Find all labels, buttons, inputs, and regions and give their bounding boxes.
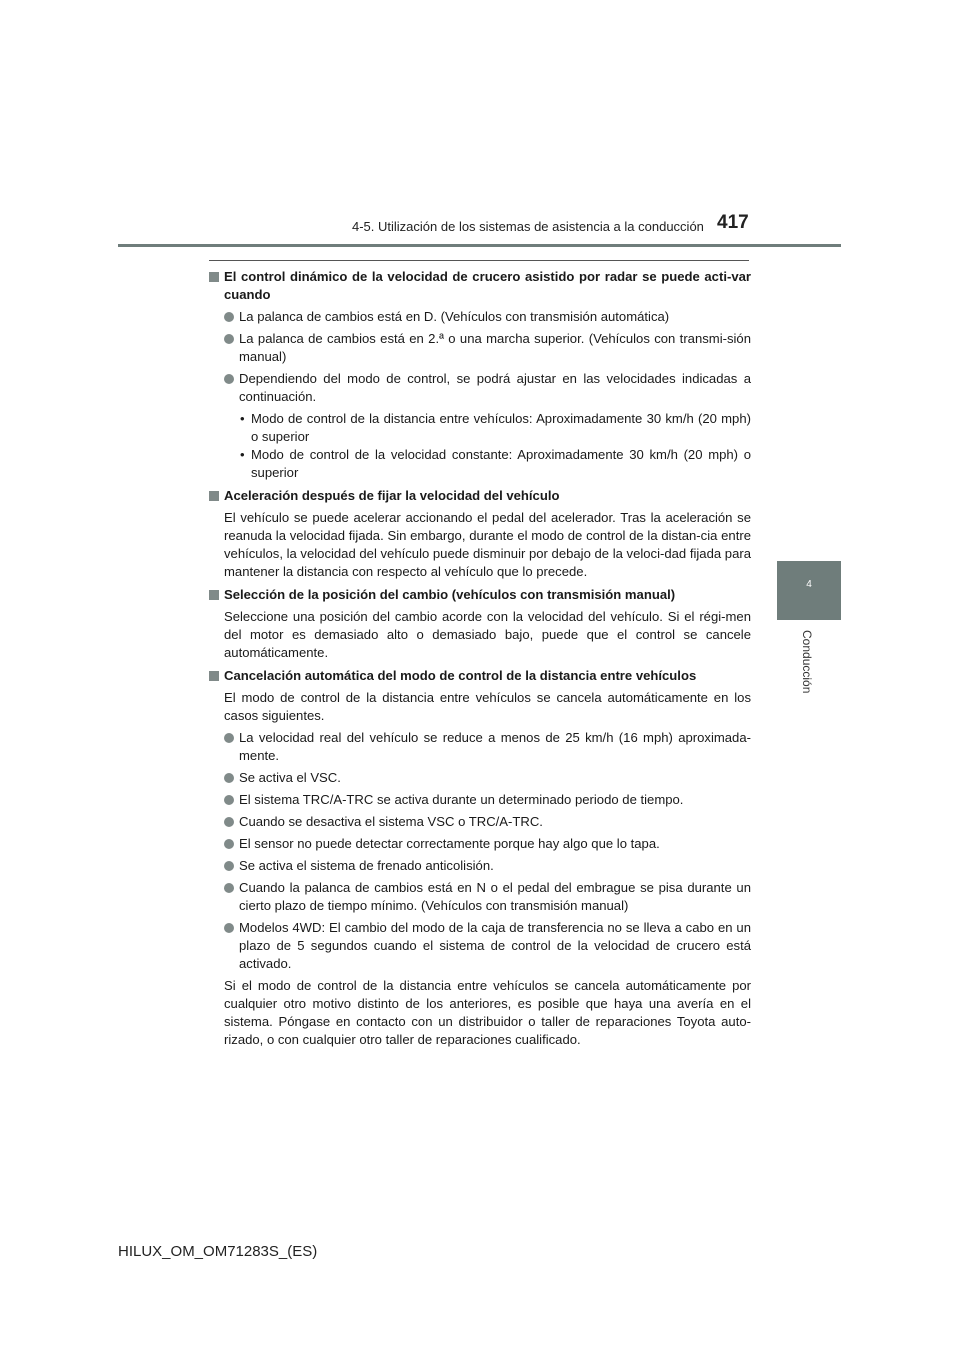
chapter-tab [777,561,841,620]
square-bullet-icon [209,671,219,681]
round-bullet-icon [224,374,234,384]
section-heading: Aceleración después de fijar la velocidad del vehículo [209,487,751,505]
sub-list [209,410,751,482]
section-heading: Selección de la posición del cambio (vehículos con transmisión manual) [209,586,751,604]
round-bullet-icon [224,883,234,893]
sub-item: • Modo de control de la distancia entre vehículos: Aproximadamente 30 km/h (20 mph) o superior [240,411,751,444]
content-top-rule [209,260,749,261]
bullet-item: Se activa el sistema de frenado anticolisión. [209,857,751,875]
section-paragraph: Seleccione una posición del cambio acorde con la velocidad del vehículo. Si el régi-men del motor es demasiado alto o demasiado bajo, puede que el control se cancele automáticamente. [224,609,751,660]
sub-item: • Modo de control de la velocidad constante: Aproximadamente 30 km/h (20 mph) o superior [240,447,751,480]
square-bullet-icon [209,491,219,501]
square-bullet-icon [209,272,219,282]
bullet-item: La palanca de cambios está en 2.ª o una marcha superior. (Vehículos con transmi-sión manual) [209,330,751,366]
bullet-item: La velocidad real del vehículo se reduce a menos de 25 km/h (16 mph) aproximada-mente. [209,729,751,765]
round-bullet-icon [224,817,234,827]
round-bullet-icon [224,312,234,322]
round-bullet-icon [224,861,234,871]
bullet-item: Dependiendo del modo de control, se podrá ajustar en las velocidades indicadas a continuación. [209,370,751,406]
round-bullet-icon [224,773,234,783]
round-bullet-icon [224,923,234,933]
bullet-item: El sensor no puede detectar correctamente porque hay algo que lo tapa. [209,835,751,853]
document-code: HILUX_OM_OM71283S_(ES) [118,1243,318,1260]
page-content [209,268,751,1049]
section-paragraph: El modo de control de la distancia entre vehículos se cancela automáticamente en los casos siguientes. [224,690,751,723]
bullet-item: Modelos 4WD: El cambio del modo de la caja de transferencia no se lleva a cabo en un plazo de 5 segundos cuando el sistema de control de la velocidad de crucero está activado. [209,919,751,973]
bullet-item: Cuando se desactiva el sistema VSC o TRC/A-TRC. [209,813,751,831]
section-paragraph: El vehículo se puede acelerar accionando el pedal del acelerador. Tras la aceleración se reanuda la velocidad fijada. Sin embargo, durante el modo de control de la distan-cia entre vehículos, la velocidad del vehículo puede disminuir por debajo de la veloci-dad fijada para mantener la distancia con respecto al vehículo que lo precede. [224,510,751,579]
section-heading: Cancelación automática del modo de control de la distancia entre vehículos [209,667,751,685]
bullet-item: La palanca de cambios está en D. (Vehículos con transmisión automática) [209,308,751,326]
round-bullet-icon [224,839,234,849]
bullet-item: Cuando la palanca de cambios está en N o el pedal del embrague se pisa durante un cierto plazo de tiempo mínimo. (Vehículos con transmisión manual) [209,879,751,915]
page-number: 417 [717,212,749,233]
running-header: 4-5. Utilización de los sistemas de asistencia a la conducción [352,219,704,234]
section-heading: El control dinámico de la velocidad de crucero asistido por radar se puede acti-var cuando [209,268,751,304]
square-bullet-icon [209,590,219,600]
chapter-tab-label: Conducción [800,630,814,694]
round-bullet-icon [224,795,234,805]
bullet-item: El sistema TRC/A-TRC se activa durante un determinado periodo de tiempo. [209,791,751,809]
round-bullet-icon [224,733,234,743]
header-rule [118,244,841,247]
round-bullet-icon [224,334,234,344]
chapter-tab-number: 4 [806,579,812,590]
bullet-item: Se activa el VSC. [209,769,751,787]
closing-paragraph: Si el modo de control de la distancia entre vehículos se cancela automáticamente por cualquier otro motivo distinto de los anteriores, es posible que haya una avería en el sistema. Póngase en contacto con un distribuidor o taller de reparaciones Toyota auto-rizado, o con cualquier otro taller de reparaciones cualificado. [224,978,751,1047]
